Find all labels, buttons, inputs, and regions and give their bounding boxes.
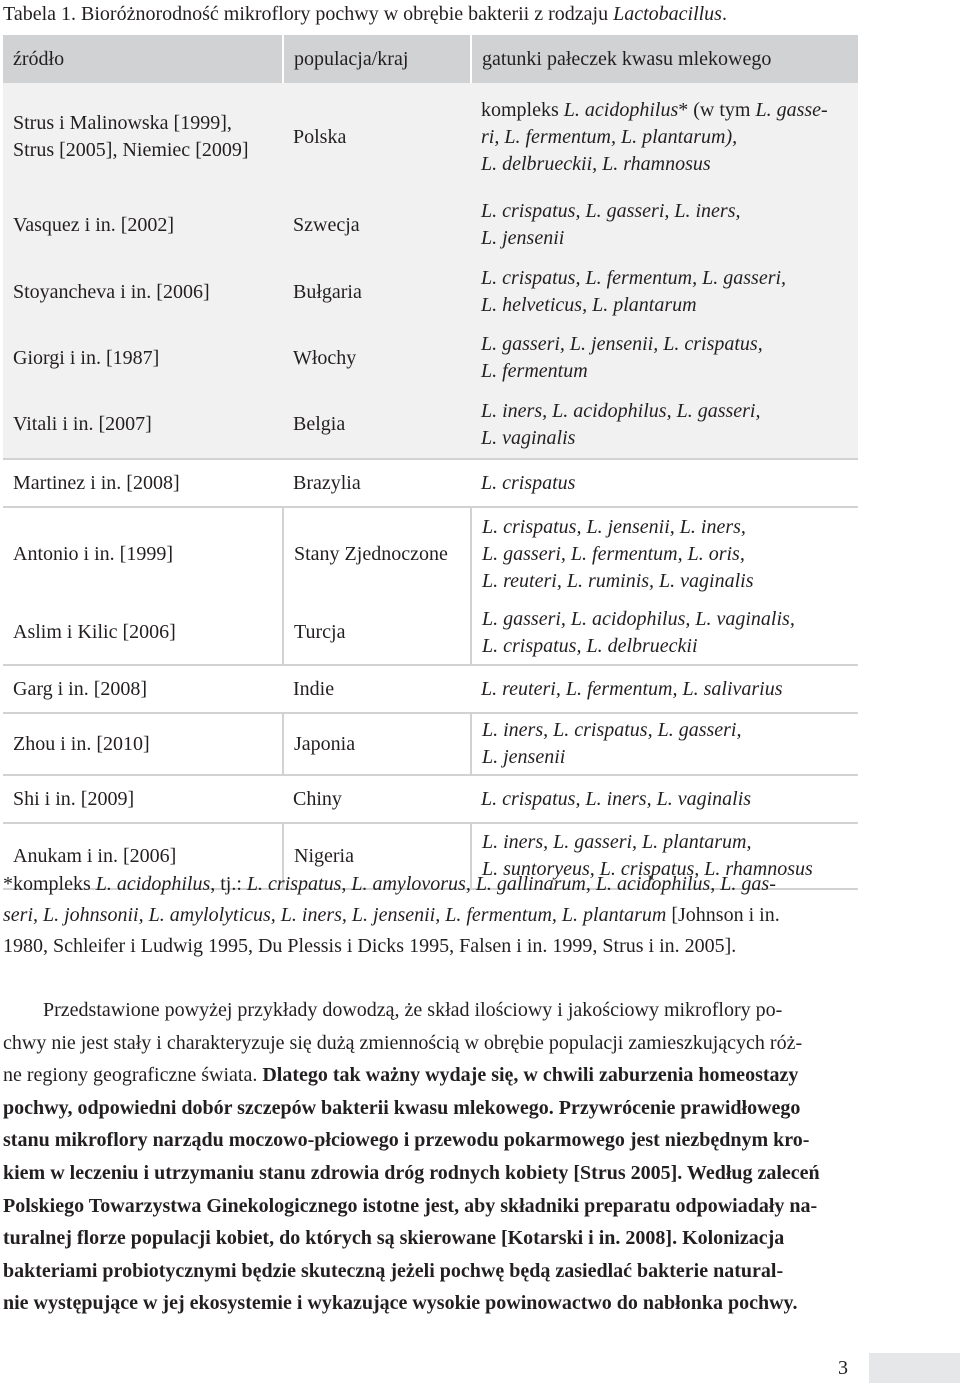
table-row [3,391,858,459]
text-segment: Polskiego Towarzystwa Ginekologicznego istotne jest, aby składniki preparatu odpowiadały na- [3,1194,818,1217]
species-line [481,225,854,252]
species-line [481,358,854,385]
source-line: Antonio i in. [1999] [13,543,173,565]
text-segment: 1980, Schleifer i Ludwig 1995, Du Plessis i Dicks 1995, Falsen i in. 1999, Strus i in. 2005]. [3,935,737,957]
text-segment: stanu mikroflory narządu moczowo-płciowego i przewodu pokarmowego jest niezbędnym kro- [3,1129,810,1152]
species-name: L. crispatus, L. delbrueckii [482,634,698,657]
source-line: Aslim i Kilic [2006] [13,621,176,643]
source-cell [3,713,283,775]
species-cell [471,259,858,325]
species-name: L. iners, L. crispatus, L. gasseri, [482,719,742,741]
text-segment: turalnej florze populacji kobiet, do których są skierowane [Kotarski i in. 2008]. Kolonizacja [3,1227,785,1250]
species-cell [471,191,858,259]
text-segment: L. crispatus, L. amylovorus, L. gallinarum, L. acidophilus, L. gas- [246,873,776,895]
source-line: Martinez i in. [2008] [13,471,180,494]
table-row [3,325,858,391]
source-cell [3,507,283,601]
country-cell: Polska [283,83,471,191]
text-segment: L. acidophilus [95,873,211,895]
source-line: Stoyancheva i in. [2006] [13,280,210,303]
caption-genus: Lactobacillus [613,3,722,25]
table-row [3,259,858,325]
species-line [481,786,854,813]
table-row [3,83,858,191]
species-name: L. reuteri, L. fermentum, L. salivarius [481,677,783,700]
species-name: L. gasseri, L. fermentum, L. oris, [482,543,745,565]
source-cell [3,775,283,823]
species-name: ri, L. fermentum, L. plantarum), [481,125,738,148]
country-cell: Chiny [283,775,471,823]
species-line [481,151,854,178]
species-line [481,676,854,703]
source-cell [3,325,283,391]
text-segment: [Johnson i in. [666,904,780,926]
country-cell: Belgia [283,391,471,459]
source-line: Garg i in. [2008] [13,677,148,700]
caption-suffix: . [721,3,727,25]
source-line: Strus i Malinowska [1999], [13,112,232,134]
microflora-table [3,35,858,890]
species-name: L. iners, L. acidophilus, L. gasseri, [481,399,761,422]
text-segment: Przedstawione powyżej przykłady dowodzą, że skład ilościowy i jakościowy mikroflory po- [3,999,783,1021]
source-line: Anukam i in. [2006] [13,844,177,867]
source-line: Giorgi i in. [1987] [13,346,160,369]
species-name: L. crispatus, L. jensenii, L. iners, [482,516,746,538]
species-name: L. iners, L. gasseri, L. plantarum, [482,831,752,853]
species-cell [471,325,858,391]
country-cell: Bułgaria [283,259,471,325]
species-name: L. gasse- [755,98,828,121]
table-row [3,601,858,665]
table-caption [3,2,727,26]
species-name: L. reuteri, L. ruminis, L. vaginalis [482,570,754,592]
body-paragraph [3,994,858,1320]
caption-prefix: Tabela 1. Bioróżnorodność mikroflory pochwy w obrębie bakterii z rodzaju [3,3,614,25]
text-segment: nie występujące w jej ekosystemie i wykazujące wysokie powinowactwo do nabłonka pochwy. [3,1292,798,1315]
paragraph-line [3,1157,858,1190]
species-line [482,717,854,744]
species-line [482,541,854,568]
species-name: L. jensenii [481,227,565,249]
species-name: L. acidophilus [563,98,679,121]
table-row [3,507,858,601]
species-name: L. crispatus [481,471,576,494]
table-row [3,775,858,823]
paragraph-line [3,1027,858,1060]
species-line [481,470,854,497]
page-number-bar [869,1353,960,1383]
species-line [481,398,854,425]
source-cell [3,83,283,191]
source-line: Vitali i in. [2007] [13,413,152,435]
species-cell [471,713,858,775]
species-name: L. suntoryeus, L. crispatus, L. rhamnosus [482,858,813,880]
paragraph-line [3,994,858,1027]
paragraph-line [3,1092,858,1125]
source-cell [3,391,283,459]
table-footnote [3,869,858,962]
text-segment: seri, L. johnsonii, L. amylolyticus, L. iners, L. jensenii, L. fermentum, L. plantarum [3,904,667,926]
species-line [481,265,854,292]
text-segment: Dlatego tak ważny wydaje się, w chwili zaburzenia homeostazy [262,1064,799,1087]
species-name: L. crispatus, L. gasseri, L. iners, [481,200,741,222]
source-cell [3,459,283,507]
country-cell: Indie [283,665,471,713]
footnote-line [3,931,858,962]
text-segment: pochwy, odpowiedni dobór szczepów bakterii kwasu mlekowego. Przywrócenie prawidłowego [3,1096,801,1119]
species-line [481,292,854,319]
source-cell [3,259,283,325]
species-line [481,97,854,124]
country-cell: Stany Zjednoczone [283,507,471,601]
species-line [481,425,854,452]
footnote-line [3,869,858,900]
species-name: L. crispatus, L. iners, L. vaginalis [481,787,752,810]
species-name: L. delbrueckii, L. rhamnosus [481,152,711,175]
country-cell: Brazylia [283,459,471,507]
species-name: L. vaginalis [481,426,576,449]
country-cell: Japonia [283,713,471,775]
species-line [481,331,854,358]
species-line [482,514,854,541]
source-line: Shi i in. [2009] [13,787,135,810]
species-cell [471,391,858,459]
table-row [3,191,858,259]
table-row [3,713,858,775]
country-cell: Szwecja [283,191,471,259]
species-prefix: kompleks [481,98,564,121]
species-line [482,633,854,660]
paragraph-line [3,1124,858,1157]
species-line [481,198,854,225]
source-cell [3,665,283,713]
page-number: 3 [838,1357,848,1379]
source-cell [3,191,283,259]
species-cell [471,601,858,665]
source-line: Vasquez i in. [2002] [13,213,175,236]
paragraph-line [3,1059,858,1092]
source-cell [3,601,283,665]
paragraph-line [3,1222,858,1255]
species-cell [471,459,858,507]
header-source: źródło [3,35,283,83]
species-name: L. gasseri, L. jensenii, L. crispatus, [481,333,763,355]
country-cell: Nigeria [283,823,471,889]
text-segment: ne regiony geograficzne świata. [3,1064,263,1087]
footnote-line [3,900,858,931]
text-segment: *kompleks [3,873,96,895]
species-cell [471,83,858,191]
table-row [3,665,858,713]
text-segment: chwy nie jest stały i charakteryzuje się dużą zmiennością w obrębie populacji zamieszkujących róż- [3,1031,803,1054]
table-row [3,459,858,507]
species-cell [471,665,858,713]
species-line [481,124,854,151]
species-line [482,829,854,856]
species-name: L. jensenii [482,746,566,768]
species-note: * (w tym [678,98,756,121]
species-line [482,744,854,771]
country-cell: Turcja [283,601,471,665]
country-cell: Włochy [283,325,471,391]
paragraph-line [3,1255,858,1288]
species-cell [471,507,858,601]
species-name: L. helveticus, L. plantarum [481,294,697,316]
source-line: Strus [2005], Niemiec [2009] [13,139,249,161]
text-segment: kiem w leczeniu i utrzymaniu stanu zdrowia dróg rodnych kobiety [Strus 2005]. Według zaleceń [3,1161,820,1184]
species-name: L. crispatus, L. fermentum, L. gasseri, [481,267,787,289]
text-segment: bakteriami probiotycznymi będzie skuteczną jeżeli pochwę będą zasiedlać bakterie natural- [3,1259,784,1282]
source-line: Zhou i in. [2010] [13,732,150,755]
species-cell [471,775,858,823]
text-segment: , tj.: [210,873,247,895]
species-name: L. fermentum [481,360,588,382]
paragraph-line [3,1190,858,1223]
species-line [482,568,854,595]
header-species: gatunki pałeczek kwasu mlekowego [471,35,858,83]
species-name: L. gasseri, L. acidophilus, L. vaginalis, [482,607,795,630]
table-body [3,83,858,889]
table-header-row [3,35,858,83]
paragraph-line [3,1287,858,1320]
header-country: populacja/kraj [283,35,471,83]
species-line [482,606,854,633]
